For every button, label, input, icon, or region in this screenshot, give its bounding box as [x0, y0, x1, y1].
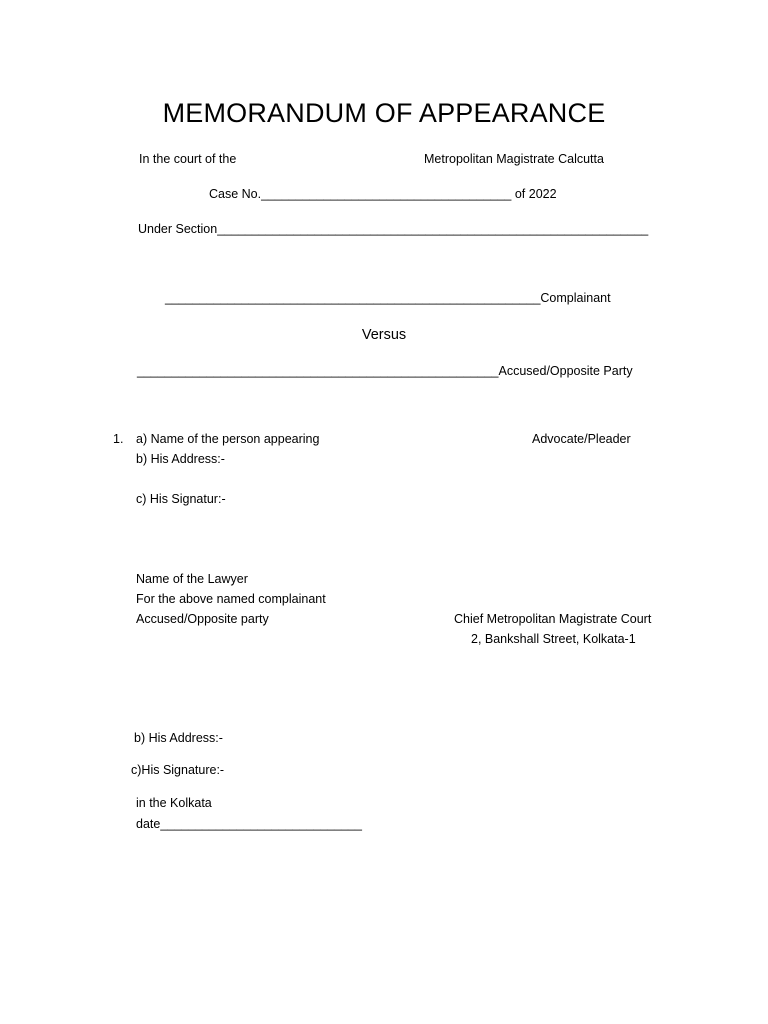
complainant-line: ______________________________________________________Complainant	[165, 291, 611, 305]
footer-date-line: date_____________________________	[136, 817, 362, 831]
item-b-address: b) His Address:-	[136, 452, 225, 466]
versus-label: Versus	[361, 327, 407, 343]
court-name: Metropolitan Magistrate Calcutta	[424, 152, 604, 166]
item-c-signature: c) His Signatur:-	[136, 492, 226, 506]
item-a-name-of-person: a) Name of the person appearing	[136, 432, 320, 446]
advocate-pleader-label: Advocate/Pleader	[532, 432, 631, 446]
page-title: MEMORANDUM OF APPEARANCE	[162, 98, 606, 128]
item-number: 1.	[113, 432, 124, 446]
court-office-name: Chief Metropolitan Magistrate Court	[454, 612, 652, 626]
under-section-line: Under Section______________________________________________________________	[138, 222, 649, 236]
court-office-address: 2, Bankshall Street, Kolkata-1	[471, 632, 636, 646]
court-label: In the court of the	[139, 152, 237, 166]
footer-address: b) His Address:-	[134, 731, 223, 745]
accused-line: ____________________________________________________Accused/Opposite Party	[137, 364, 633, 378]
lawyer-party-label: Accused/Opposite party	[136, 612, 269, 626]
footer-signature: c)His Signature:-	[131, 763, 225, 777]
case-number-line: Case No.____________________________________ of 2022	[209, 187, 557, 201]
footer-place: in the Kolkata	[136, 796, 212, 810]
lawyer-for-label: For the above named complainant	[136, 592, 326, 606]
lawyer-name-label: Name of the Lawyer	[136, 572, 248, 586]
